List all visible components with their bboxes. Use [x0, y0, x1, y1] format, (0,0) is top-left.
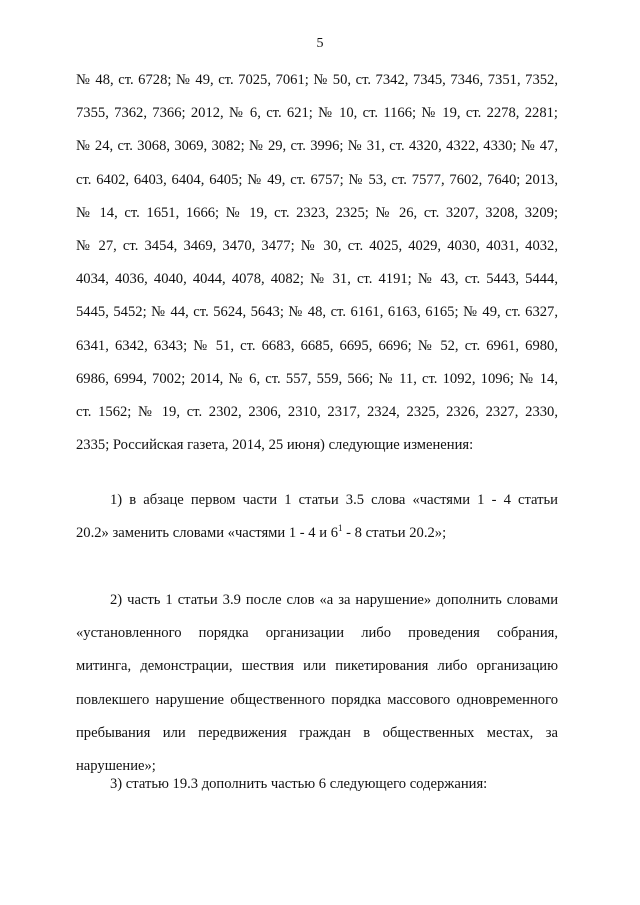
text-line: № 27, ст. 3454, 3469, 3470, 3477; № 30, ст. 4025, 4029, 4030, 4031, 4032, [76, 237, 558, 254]
text-fragment: 20.2» заменить словами «частями 1 - 4 и 6 [76, 525, 339, 542]
paragraph-item-3 [76, 768, 558, 801]
text-line: «установленного порядка организации либо проведения собрания, [76, 625, 558, 642]
text-fragment: - 8 статьи 20.2»; [342, 525, 447, 542]
text-line: повлекшего нарушение общественного порядка массового одновременного [76, 691, 558, 708]
text-line: № 48, ст. 6728; № 49, ст. 7025, 7061; № 50, ст. 7342, 7345, 7346, 7351, 7352, [76, 72, 558, 88]
text-line: 5445, 5452; № 44, ст. 5624, 5643; № 48, ст. 6161, 6163, 6165; № 49, ст. 6327, [76, 304, 558, 321]
text-line [76, 517, 558, 550]
text-line: 2) часть 1 статьи 3.9 после слов «а за нарушение» дополнить словами [110, 592, 558, 608]
text-line: № 14, ст. 1651, 1666; № 19, ст. 2323, 2325; № 26, ст. 3207, 3208, 3209; [76, 204, 558, 221]
text-line: 1) в абзаце первом части 1 статьи 3.5 слова «частями 1 - 4 статьи [110, 492, 558, 508]
text-line: митинга, демонстрации, шествия или пикетирования либо организацию [76, 658, 558, 675]
text-line: 7355, 7362, 7366; 2012, № 6, ст. 621; № 10, ст. 1166; № 19, ст. 2278, 2281; [76, 105, 558, 122]
text-line: нарушение»; [76, 757, 156, 774]
text-line: 4034, 4036, 4040, 4044, 4078, 4082; № 31, ст. 4191; № 43, ст. 5443, 5444, [76, 271, 558, 288]
text-line: 2335; Российская газета, 2014, 25 июня) следующие изменения: [76, 437, 474, 454]
text-line: № 24, ст. 3068, 3069, 3082; № 29, ст. 3996; № 31, ст. 4320, 4322, 4330; № 47, [76, 138, 558, 155]
paragraph-references [76, 64, 558, 462]
superscript: 1 [338, 523, 343, 534]
text-line: пребывания или передвижения граждан в общественных местах, за [76, 724, 558, 741]
page-number: 5 [316, 36, 324, 51]
text-line: 3) статью 19.3 дополнить частью 6 следующего содержания: [110, 776, 488, 792]
paragraph-item-2 [76, 584, 558, 783]
text-line: ст. 1562; № 19, ст. 2302, 2306, 2310, 2317, 2324, 2325, 2326, 2327, 2330, [76, 403, 558, 420]
paragraph-item-1 [76, 484, 558, 550]
text-line: 6341, 6342, 6343; № 51, ст. 6683, 6685, 6695, 6696; № 52, ст. 6961, 6980, [76, 337, 558, 354]
text-line: 6986, 6994, 7002; 2014, № 6, ст. 557, 559, 566; № 11, ст. 1092, 1096; № 14, [76, 370, 558, 387]
text-line: ст. 6402, 6403, 6404, 6405; № 49, ст. 6757; № 53, ст. 7577, 7602, 7640; 2013, [76, 171, 558, 188]
